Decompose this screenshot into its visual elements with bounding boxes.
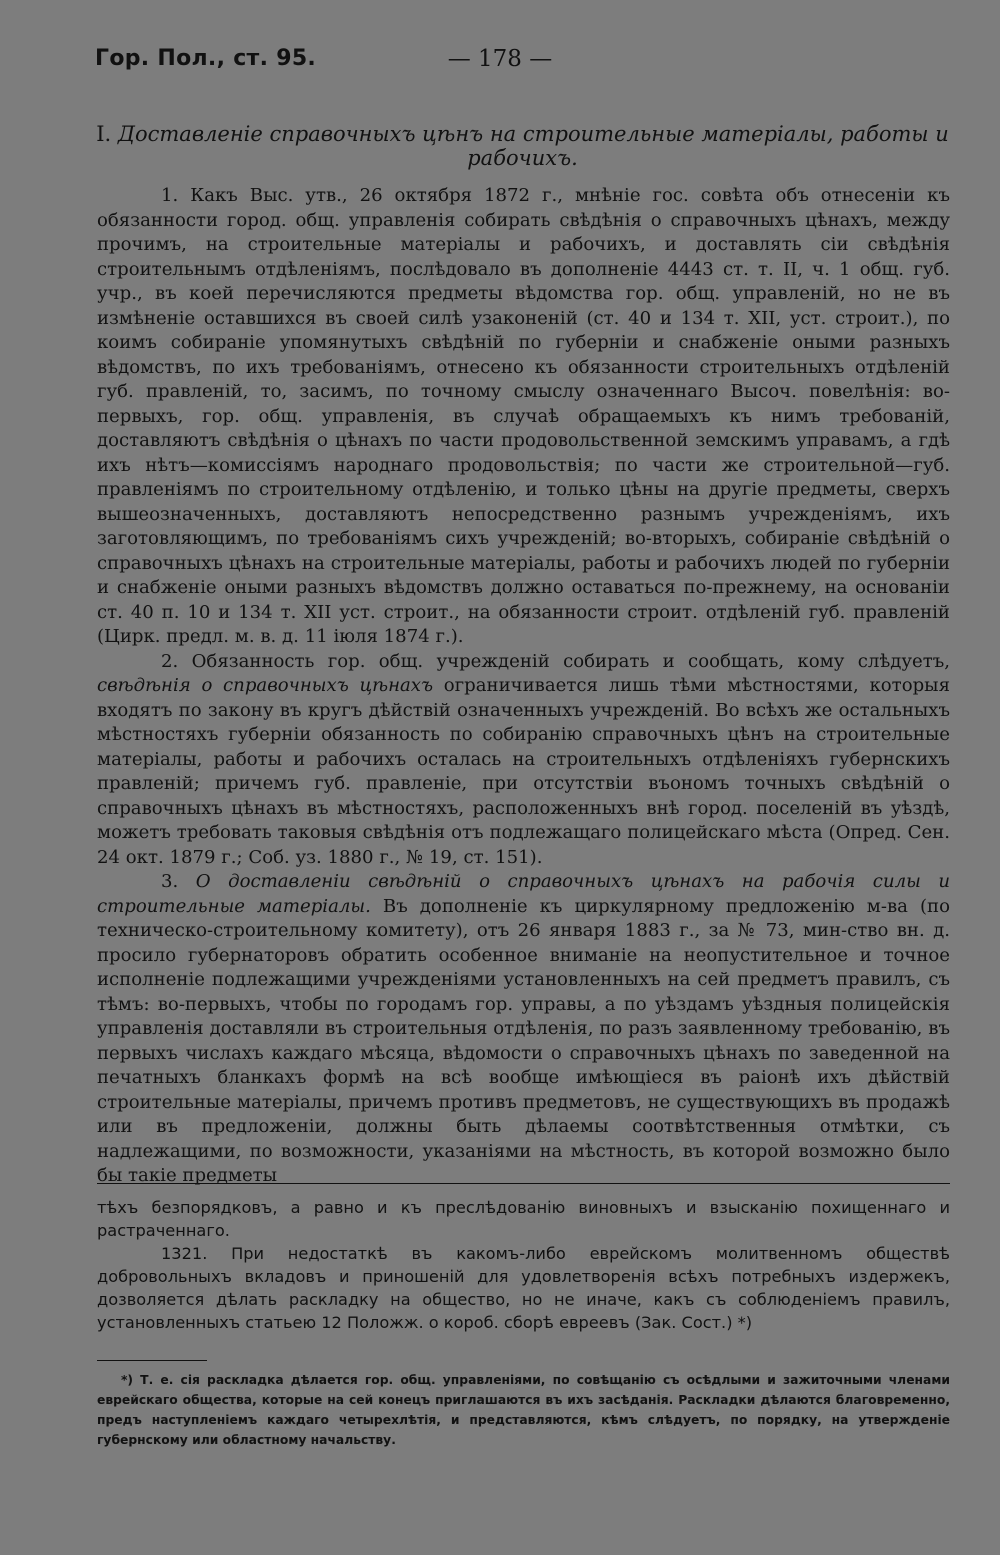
paragraph-3-lead: 3.: [161, 871, 196, 892]
paragraph-1: 1. Какъ Выс. утв., 26 октября 1872 г., мнѣніе гос. совѣта объ отнесеніи къ обязанности город. общ. управленія собирать свѣдѣнія о справочныхъ цѣнахъ, между прочимъ, на строительные матеріалы и рабочихъ, и доставлять сіи свѣдѣнія строительнымъ отдѣленіямъ, послѣдовало въ дополненіе 4443 ст. т. II, ч. 1 общ. губ. учр., въ коей перечисляются предметы вѣдомства гор. общ. управленій, но не въ измѣненіе оставшихся въ своей силѣ узаконеній (ст. 40 и 134 т. XII, уст. строит.), по коимъ собираніе упомянутыхъ свѣдѣній по губерніи и снабженіе оными разныхъ вѣдомствъ, по ихъ требованіямъ, отнесено къ обязанности строительныхъ отдѣленій губ. правленій, то, засимъ, по точному смыслу означеннаго Высоч. повелѣнія: во-первыхъ, гор. общ. управленія, въ случаѣ обращаемыхъ къ нимъ требованій, доставляютъ свѣдѣнія о цѣнахъ по части продовольственной земскимъ управамъ, а гдѣ ихъ нѣтъ—комиссіямъ народнаго продовольствія; по части же строительной—губ. правленіямъ по строительному отдѣленію, и только цѣны на другіе предметы, сверхъ вышеозначенныхъ, доставляютъ непосредственно разнымъ учрежденіямъ, ихъ заготовляющимъ, по требованіямъ сихъ учрежденій; во-вторыхъ, собираніе свѣдѣній о справочныхъ цѣнахъ на строительные матеріалы, работы и рабочихъ людей по губерніи и снабженіе оными разныхъ вѣдомствъ должно оставаться по-прежнему, на основаніи ст. 40 п. 10 и 134 т. XII уст. строит., на обязанности строит. отдѣленій губ. правленій (Цирк. предл. м. в. д. 11 іюля 1874 г.).: [97, 185, 950, 647]
page-header: [95, 46, 905, 80]
footnote: [97, 1370, 950, 1450]
paragraph-3: [97, 870, 950, 1189]
paragraph-2: [97, 650, 950, 871]
page-number: — 178 —: [447, 46, 553, 72]
running-head: Гор. Пол., ст. 95.: [95, 46, 317, 71]
divider-rule: [97, 1183, 950, 1184]
footnote-rule: [97, 1360, 207, 1361]
paragraph-2-text: ограничивается лишь тѣми мѣстностями, которыя входятъ по закону въ кругъ дѣйствій означенныхъ учрежденій. Во всѣхъ же остальныхъ мѣстностяхъ губерніи обязанность по собиранію справочныхъ цѣнъ на строительные матеріалы, работы и рабочихъ осталась на строительныхъ отдѣленіяхъ губернскихъ правленій; причемъ губ. правленіе, при отсутствіи въономъ точныхъ свѣдѣній о справочныхъ цѣнахъ въ мѣстностяхъ, расположенныхъ внѣ город. поселеній въ уѣздѣ, можетъ требовать таковыя свѣдѣнія отъ подлежащаго полицейскаго мѣста (Опред. Сен. 24 окт. 1879 г.; Соб. уз. 1880 г., № 19, ст. 151).: [97, 675, 950, 868]
article-1321: 1321. При недостаткѣ въ какомъ-либо еврейскомъ молитвенномъ обществѣ добровольныхъ вкладовъ и приношеній для удовлетворенія всѣхъ потребныхъ издержекъ, дозволяется дѣлать раскладку на общество, но не иначе, какъ съ соблюденіемъ правилъ, установленныхъ статьею 12 Положж. о короб. сборѣ евреевъ (Зак. Сост.) *): [97, 1244, 950, 1332]
section-heading: Доставленіе справочныхъ цѣнъ на строительные матеріалы, работы и рабочихъ.: [117, 122, 949, 170]
paragraph-3-text: Въ дополненіе къ циркулярному предложенію м-ва (по техническо-строительному комитету), отъ 26 января 1883 г., за № 73, мин-ство вн. д. просило губернаторовъ обратить особенное вниманіе на неопустительное и точное исполненіе подлежащими учрежденіями установленныхъ на сей предметъ правилъ, съ тѣмъ: во-первыхъ, чтобы по городамъ гор. управы, а по уѣздамъ уѣздныя полицейскія управленія доставляли въ строительныя отдѣленія, по разъ заявленному требованію, въ первыхъ числахъ каждаго мѣсяца, вѣдомости о справочныхъ цѣнахъ по заведенной на печатныхъ бланкахъ формѣ на всѣ вообще имѣющіеся въ раіонѣ ихъ дѣйствій строительные матеріалы, причемъ противъ предметовъ, не существующихъ въ продажѣ или въ предложеніи, должны быть дѣлаемы соотвѣтственныя отмѣтки, съ надлежащими, по возможности, указаніями на мѣстность, въ которой возможно было бы такіе предметы: [97, 895, 951, 1186]
paragraph-2-lead: 2. Обязанность гор. общ. учрежденій собирать и сообщать, кому слѣдуетъ,: [161, 650, 950, 672]
lower-text: [97, 1196, 950, 1334]
section-number: I.: [96, 122, 112, 146]
continuation-text: тѣхъ безпорядковъ, а равно и къ преслѣдованію виновныхъ и взысканію похищеннаго и растраченнаго.: [97, 1198, 950, 1240]
footnote-text: *) Т. е. сія раскладка дѣлается гор. общ. управленіями, по совѣщанію съ осѣдлыми и зажиточными членами еврейскаго общества, которые на сей конецъ приглашаются въ ихъ засѣданія. Раскладки дѣлаются благовременно, предъ наступленіемъ каждаго четырехлѣтія, и представляются, кѣмъ слѣдуетъ, по порядку, на утвержденіе губернскому или областному начальству.: [97, 1373, 950, 1447]
paragraph-2-italic: свѣдѣнія о справочныхъ цѣнахъ: [97, 675, 434, 696]
section-title: [95, 122, 950, 170]
main-text: [97, 184, 950, 1189]
paragraph-3-italic: О доставленіи свѣдѣній о справочныхъ цѣнахъ на рабочія силы и строительные матеріалы.: [97, 871, 950, 917]
